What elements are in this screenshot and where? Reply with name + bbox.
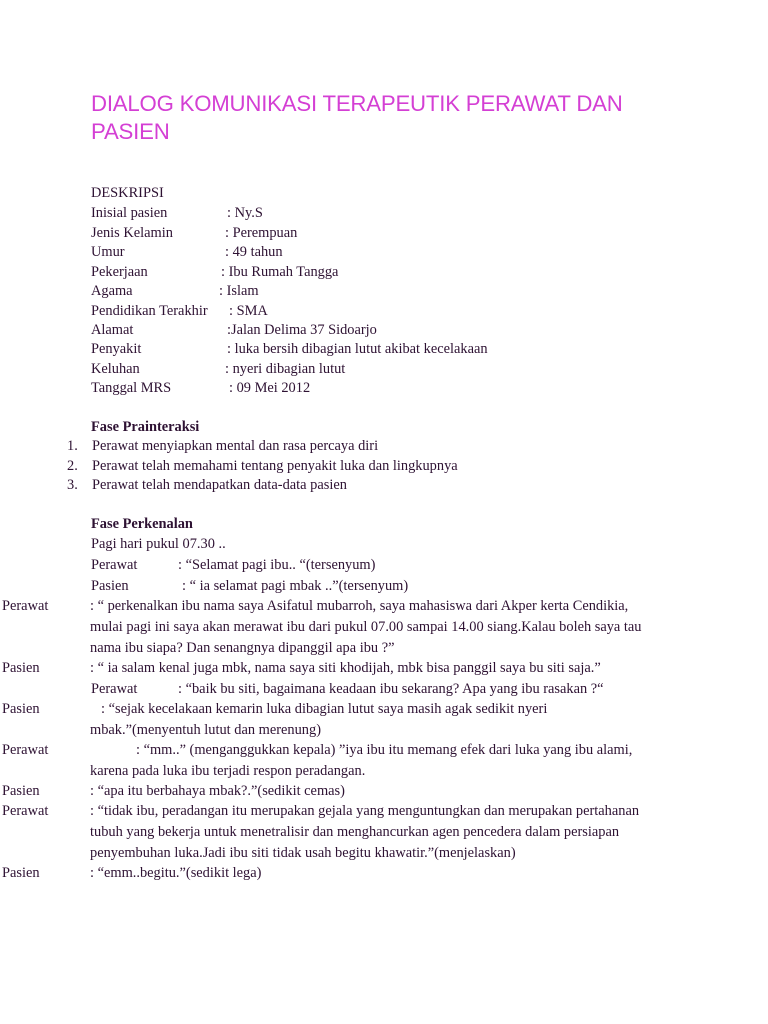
field-value: : Ibu Rumah Tangga — [221, 264, 339, 280]
field-label: Pendidikan Terakhir — [91, 303, 208, 319]
field-value: :Jalan Delima 37 Sidoarjo — [227, 322, 377, 338]
dialog-text: : “Selamat pagi ibu.. “(tersenyum) — [178, 557, 376, 573]
dialog-text: : “mm..” (menganggukkan kepala) ”iya ibu itu memang efek dari luka yang ibu alami, — [136, 742, 633, 758]
dialog-speaker: Pasien — [91, 578, 129, 594]
dialog-text: : “baik bu siti, bagaimana keadaan ibu sekarang? Apa yang ibu rasakan ?“ — [178, 681, 604, 697]
dialog-speaker: Perawat — [91, 557, 138, 573]
field-label: Keluhan — [91, 361, 140, 377]
perkenalan-intro: Pagi hari pukul 07.30 .. — [91, 536, 226, 552]
dialog-text: nama ibu siapa? Dan senangnya dipanggil apa ibu ?” — [90, 640, 395, 656]
deskripsi-heading: DESKRIPSI — [91, 185, 164, 201]
dialog-text: : “sejak kecelakaan kemarin luka dibagian lutut saya masih agak sedikit nyeri — [101, 701, 548, 717]
list-number: 2. — [67, 458, 78, 474]
list-number: 1. — [67, 438, 78, 454]
field-value: : SMA — [229, 303, 268, 319]
field-value: : nyeri dibagian lutut — [225, 361, 346, 377]
list-item: Perawat telah memahami tentang penyakit luka dan lingkupnya — [92, 458, 458, 474]
prainteraksi-heading: Fase Prainteraksi — [91, 419, 200, 435]
dialog-speaker: Perawat — [2, 742, 49, 758]
dialog-speaker: Pasien — [2, 865, 40, 881]
field-value: : Ny.S — [227, 205, 263, 221]
dialog-text: : “ ia salam kenal juga mbk, nama saya siti khodijah, mbk bisa panggil saya bu siti saja.” — [90, 660, 601, 676]
field-label: Agama — [91, 283, 133, 299]
dialog-text: : “tidak ibu, peradangan itu merupakan gejala yang menguntungkan dan merupakan pertahanan — [90, 803, 640, 819]
field-label: Penyakit — [91, 341, 142, 357]
dialog-text: : “ ia selamat pagi mbak ..”(tersenyum) — [182, 578, 409, 594]
dialog-text: karena pada luka ibu terjadi respon peradangan. — [90, 763, 366, 779]
list-item: Perawat telah mendapatkan data-data pasien — [92, 477, 347, 493]
perkenalan-heading: Fase Perkenalan — [91, 516, 193, 532]
dialog-text: : “apa itu berbahaya mbak?.”(sedikit cemas) — [90, 783, 345, 799]
dialog-text: : “emm..begitu.”(sedikit lega) — [90, 865, 262, 881]
dialog-speaker: Perawat — [91, 681, 138, 697]
field-label: Pekerjaan — [91, 264, 148, 280]
dialog-text: mbak.”(menyentuh lutut dan merenung) — [90, 722, 321, 738]
dialog-speaker: Pasien — [2, 660, 40, 676]
dialog-speaker: Perawat — [2, 803, 49, 819]
field-value: : 09 Mei 2012 — [229, 380, 311, 396]
list-item: Perawat menyiapkan mental dan rasa percaya diri — [92, 438, 379, 454]
field-value: : Islam — [219, 283, 259, 299]
field-label: Tanggal MRS — [91, 380, 172, 396]
dialog-speaker: Perawat — [2, 598, 49, 614]
field-value: : 49 tahun — [225, 244, 283, 260]
list-number: 3. — [67, 477, 78, 493]
dialog-text: : “ perkenalkan ibu nama saya Asifatul mubarroh, saya mahasiswa dari Akper kerta Cendikia, — [90, 598, 629, 614]
dialog-text: penyembuhan luka.Jadi ibu siti tidak usah begitu khawatir.”(menjelaskan) — [90, 845, 516, 861]
field-value: : Perempuan — [225, 225, 298, 241]
field-label: Alamat — [91, 322, 134, 338]
dialog-text: mulai pagi ini saya akan merawat ibu dari pukul 07.00 sampai 14.00 siang.Kalau boleh saya tau — [90, 619, 642, 635]
document-title: DIALOG KOMUNIKASI TERAPEUTIK PERAWAT DAN PASIEN — [91, 91, 623, 144]
dialog-speaker: Pasien — [2, 783, 40, 799]
dialog-text: tubuh yang bekerja untuk menetralisir dan menghancurkan agen pencedera dalam persiapan — [90, 824, 620, 840]
field-label: Umur — [91, 244, 125, 260]
field-label: Jenis Kelamin — [91, 225, 173, 241]
field-value: : luka bersih dibagian lutut akibat kecelakaan — [227, 341, 488, 357]
dialog-speaker: Pasien — [2, 701, 40, 717]
field-label: Inisial pasien — [91, 205, 168, 221]
